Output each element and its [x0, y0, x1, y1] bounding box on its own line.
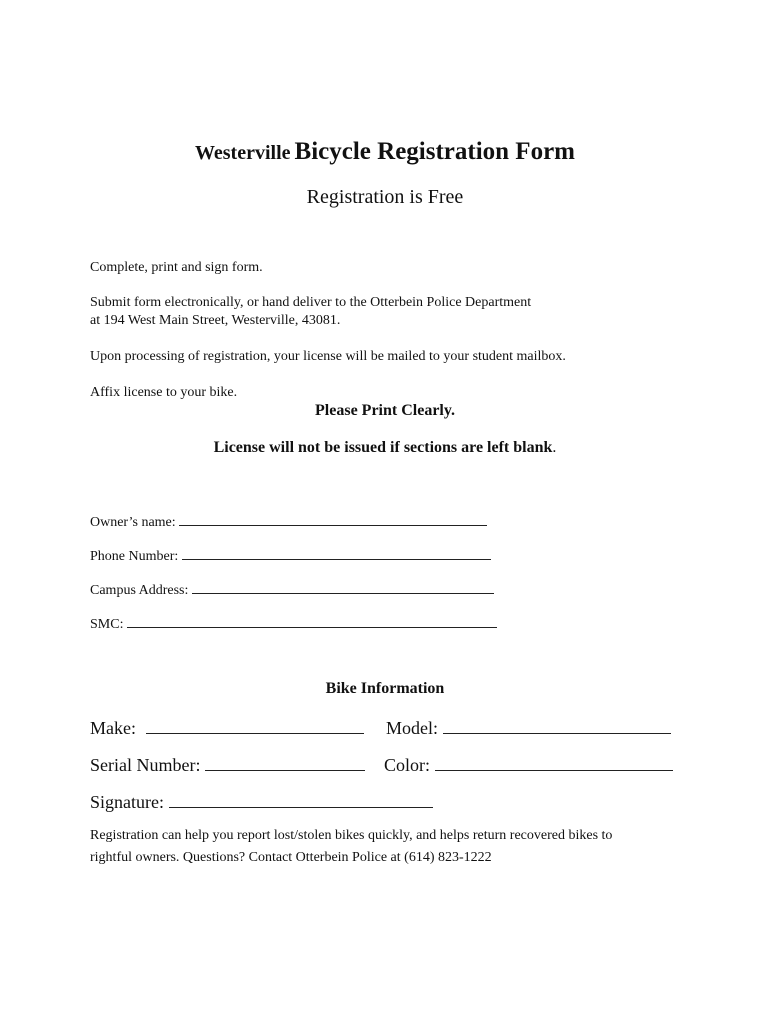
print-clearly-notice: Please Print Clearly. [315, 402, 455, 419]
subtitle: Registration is Free [306, 186, 464, 208]
color-line[interactable] [435, 752, 673, 771]
color-label: Color: [384, 755, 431, 775]
make-label: Make: [90, 718, 136, 738]
campus-address-label: Campus Address: [90, 583, 189, 598]
smc-line[interactable] [127, 613, 497, 628]
serial-number-field[interactable] [90, 752, 365, 776]
warning-period: . [552, 439, 557, 456]
owner-name-line[interactable] [179, 511, 487, 526]
make-field[interactable] [90, 715, 364, 739]
footer-line1: Registration can help you report lost/stolen bikes quickly, and helps return recovered bikes to [90, 828, 613, 843]
instruction-complete: Complete, print and sign form. [90, 260, 263, 275]
serial-number-line[interactable] [205, 752, 365, 771]
warning-text: License will not be issued if sections are left blank [213, 439, 553, 456]
instruction-submit-line2: at 194 West Main Street, Westerville, 43081. [90, 313, 341, 328]
model-label: Model: [386, 718, 438, 738]
form-title [0, 138, 770, 166]
signature-label: Signature: [90, 792, 164, 812]
phone-number-field[interactable] [90, 545, 491, 565]
color-field[interactable] [384, 752, 673, 776]
phone-number-label: Phone Number: [90, 549, 179, 564]
title-main: Bicycle Registration Form [294, 138, 575, 165]
instruction-affix: Affix license to your bike. [90, 385, 238, 400]
smc-field[interactable] [90, 613, 497, 633]
owner-name-label: Owner’s name: [90, 515, 176, 530]
title-prefix: Westerville [195, 142, 291, 164]
campus-address-field[interactable] [90, 579, 494, 599]
phone-number-line[interactable] [182, 545, 491, 560]
serial-number-label: Serial Number: [90, 755, 201, 775]
owner-name-field[interactable] [90, 511, 487, 531]
model-field[interactable] [386, 715, 671, 739]
instruction-submit-line1: Submit form electronically, or hand deliver to the Otterbein Police Department [90, 295, 532, 310]
blank-sections-warning [0, 439, 770, 457]
instruction-processing: Upon processing of registration, your license will be mailed to your student mailbox. [90, 349, 566, 364]
make-line[interactable] [146, 715, 364, 734]
signature-line[interactable] [169, 789, 433, 808]
footer-line2: rightful owners. Questions? Contact Otterbein Police at (614) 823-1222 [90, 850, 492, 865]
smc-label: SMC: [90, 617, 124, 632]
bike-info-heading: Bike Information [325, 680, 445, 697]
model-line[interactable] [443, 715, 671, 734]
signature-field[interactable] [90, 789, 433, 813]
campus-address-line[interactable] [192, 579, 494, 594]
